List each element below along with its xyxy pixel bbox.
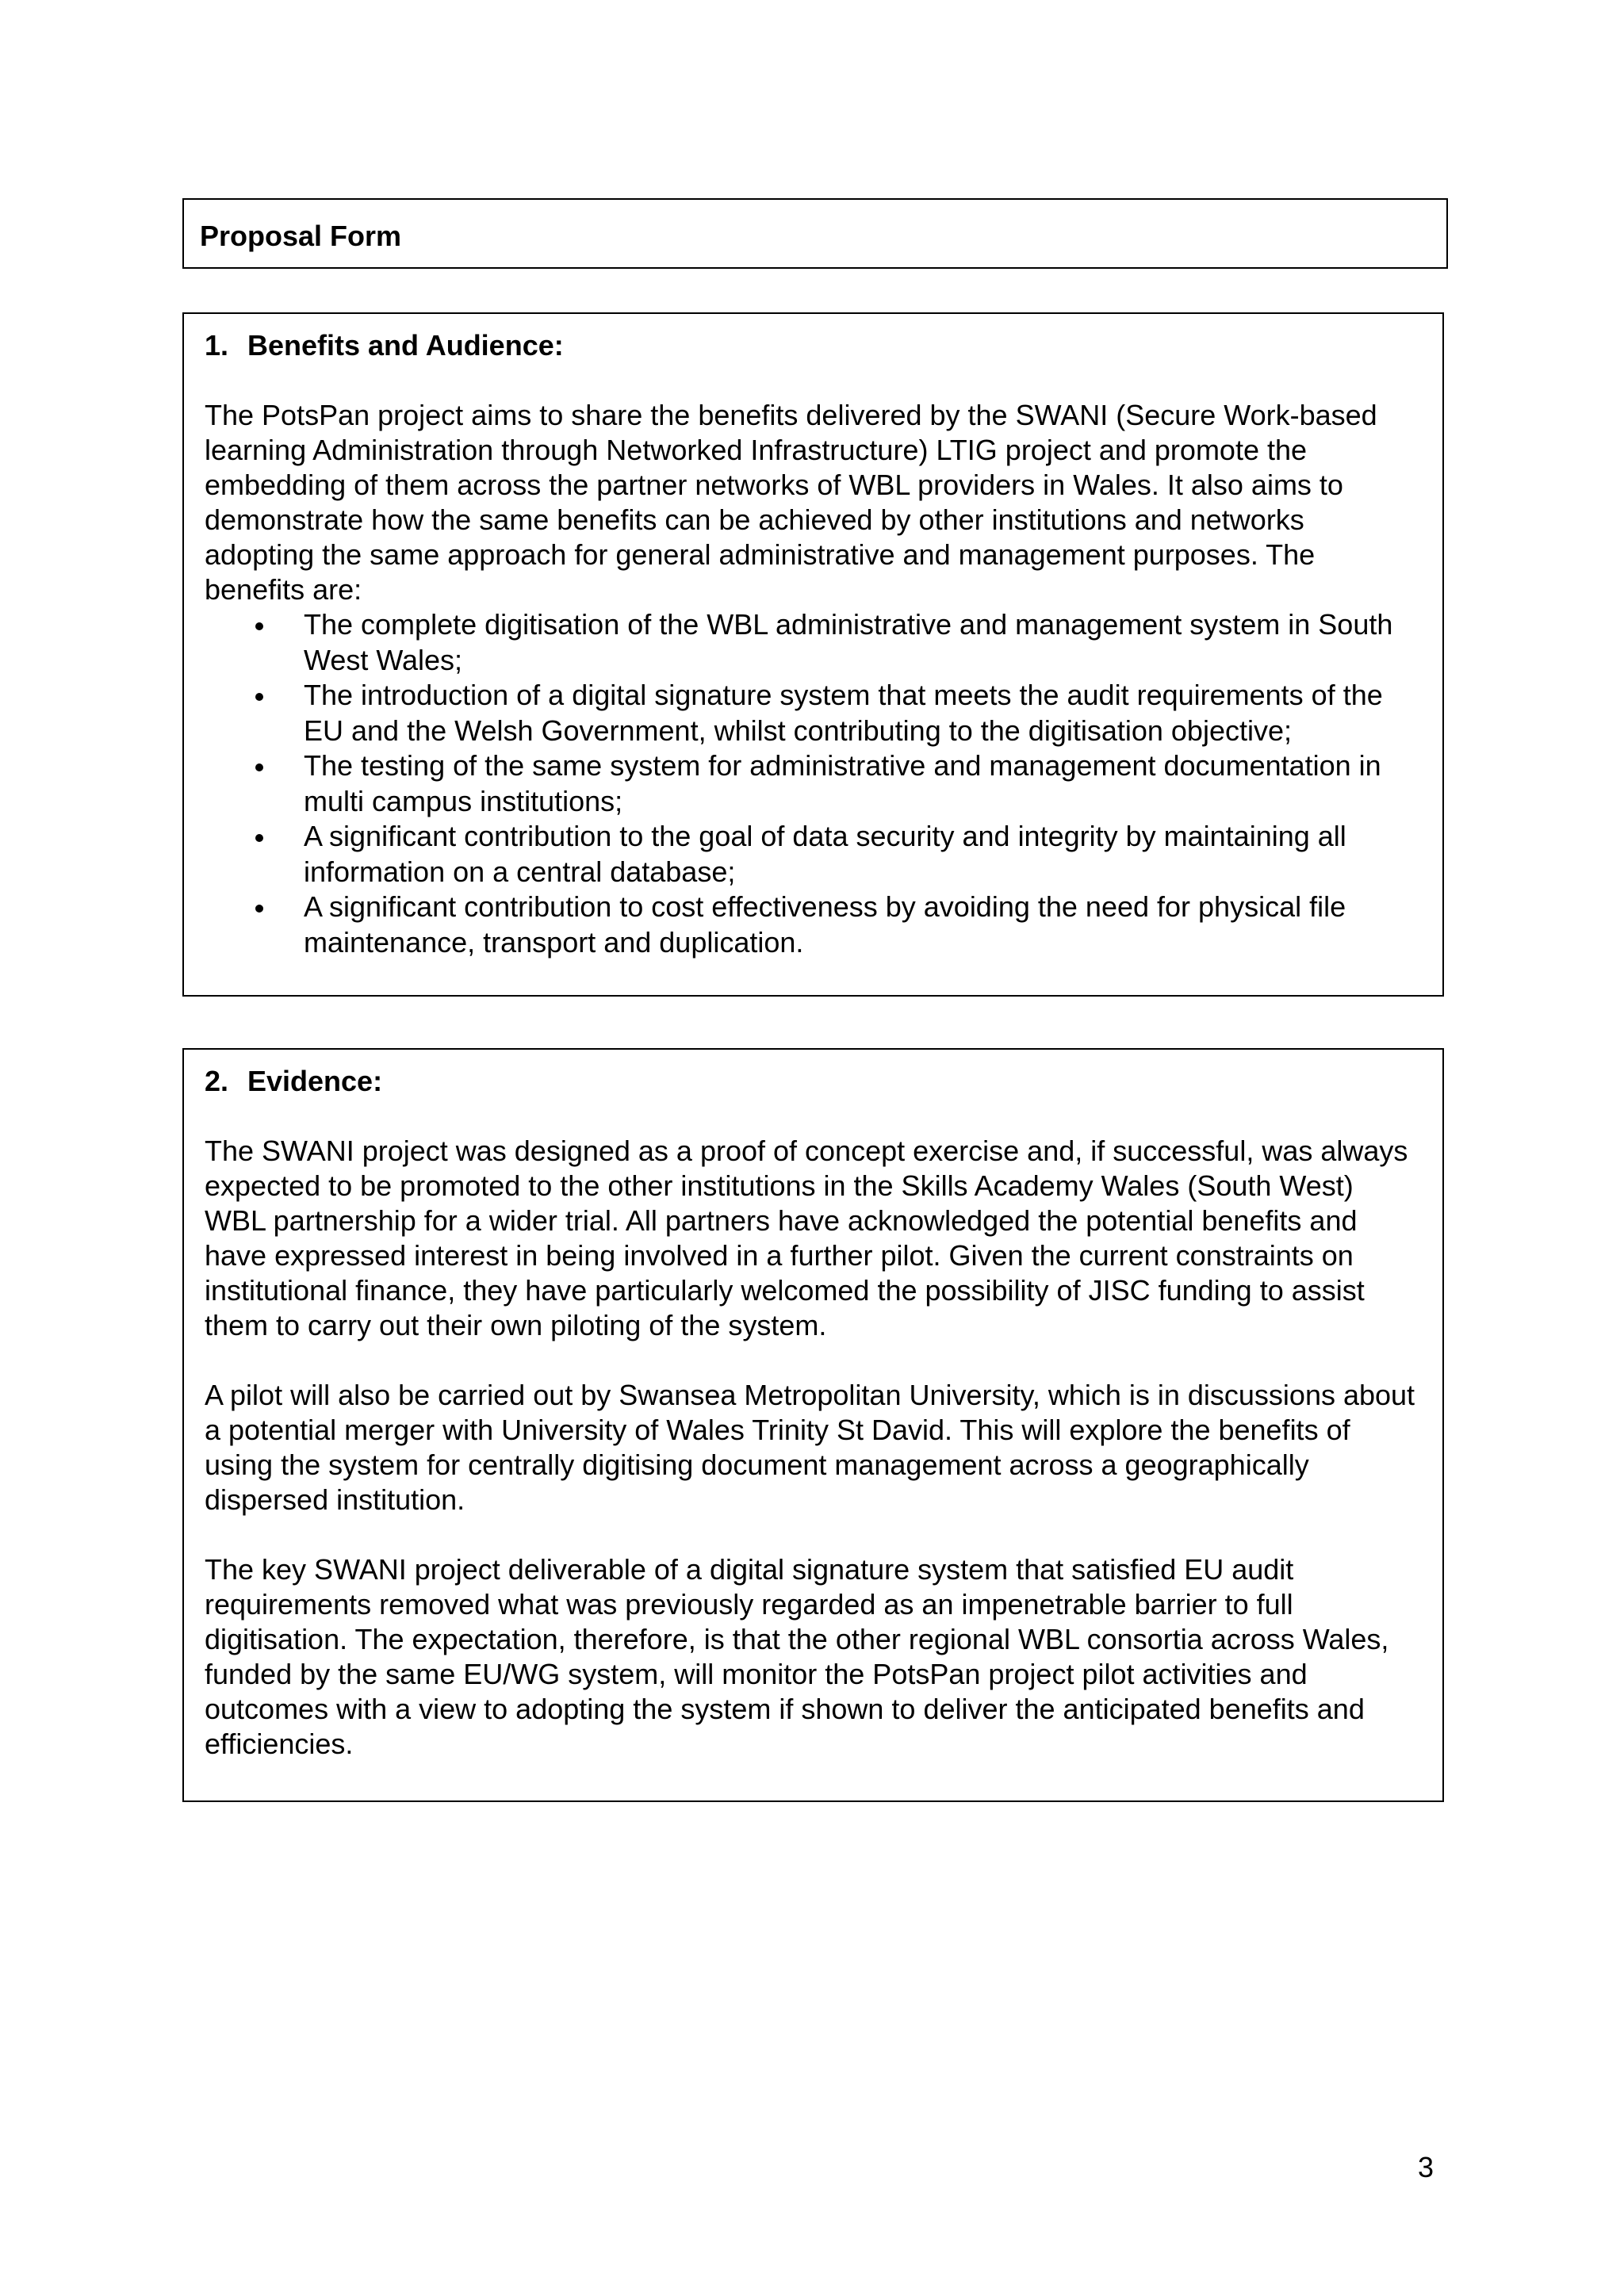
section-heading [205, 328, 1417, 363]
bullet-icon [255, 763, 263, 771]
paragraph: A pilot will also be carried out by Swansea Metropolitan University, which is in discussions about a potential merger with University of Wales Trinity St David. This will explore the benefits of using the system for centrally digitising document management across a geographically dispersed institution. [205, 1379, 1415, 1516]
bullet-icon [255, 905, 263, 913]
list-item-text: The testing of the same system for administrative and management documentation in multi campus institutions; [304, 749, 1381, 817]
list-item-text: A significant contribution to the goal of data security and integrity by maintaining all information on a central database; [304, 820, 1346, 888]
bullet-icon [255, 622, 263, 630]
page-number: 3 [1418, 2151, 1434, 2183]
bullet-icon [255, 834, 263, 842]
page-title: Proposal Form [200, 220, 402, 252]
list-item-text: The complete digitisation of the WBL administrative and management system in South West Wales; [304, 608, 1393, 676]
section-heading-text: Evidence: [247, 1065, 383, 1097]
section-number: 1. [205, 329, 229, 362]
section-intro-paragraph: The PotsPan project aims to share the benefits delivered by the SWANI (Secure Work-based learning Administration through Networked Infrastructure) LTIG project and promote the embedding of them across the partner networks of WBL providers in Wales. It also aims to demonstrate how the same benefits can be achieved by other institutions and networks adopting the same approach for general administrative and management purposes. The benefits are: [205, 399, 1377, 606]
benefits-audience-section [182, 312, 1444, 997]
list-item [205, 819, 1417, 890]
list-item [205, 607, 1417, 678]
list-item [205, 678, 1417, 748]
section-heading [205, 1064, 1417, 1099]
benefits-list [205, 607, 1417, 960]
list-item-text: A significant contribution to cost effectiveness by avoiding the need for physical file maintenance, transport and duplication. [304, 890, 1346, 959]
paragraph: The SWANI project was designed as a proof of concept exercise and, if successful, was always expected to be promoted to the other institutions in the Skills Academy Wales (South West) WBL partnership for a wider trial. All partners have acknowledged the potential benefits and have expressed interest in being involved in a further pilot. Given the current constraints on institutional finance, they have particularly welcomed the possibility of JISC funding to assist them to carry out their own piloting of the system. [205, 1135, 1408, 1341]
section-heading-text: Benefits and Audience: [247, 329, 564, 362]
list-item [205, 890, 1417, 960]
paragraph: The key SWANI project deliverable of a digital signature system that satisfied EU audit requirements removed what was previously regarded as an impenetrable barrier to full digitisation. The expectation, therefore, is that the other regional WBL consortia across Wales, funded by the same EU/WG system, will monitor the PotsPan project pilot activities and outcomes with a view to adopting the system if shown to deliver the anticipated benefits and efficiencies. [205, 1553, 1389, 1760]
evidence-section [182, 1048, 1444, 1802]
bullet-icon [255, 693, 263, 701]
list-item [205, 748, 1417, 819]
proposal-form-header-box [182, 198, 1448, 269]
list-item-text: The introduction of a digital signature system that meets the audit requirements of the EU and the Welsh Government, whilst contributing to the digitisation objective; [304, 679, 1383, 747]
section-number: 2. [205, 1065, 229, 1097]
